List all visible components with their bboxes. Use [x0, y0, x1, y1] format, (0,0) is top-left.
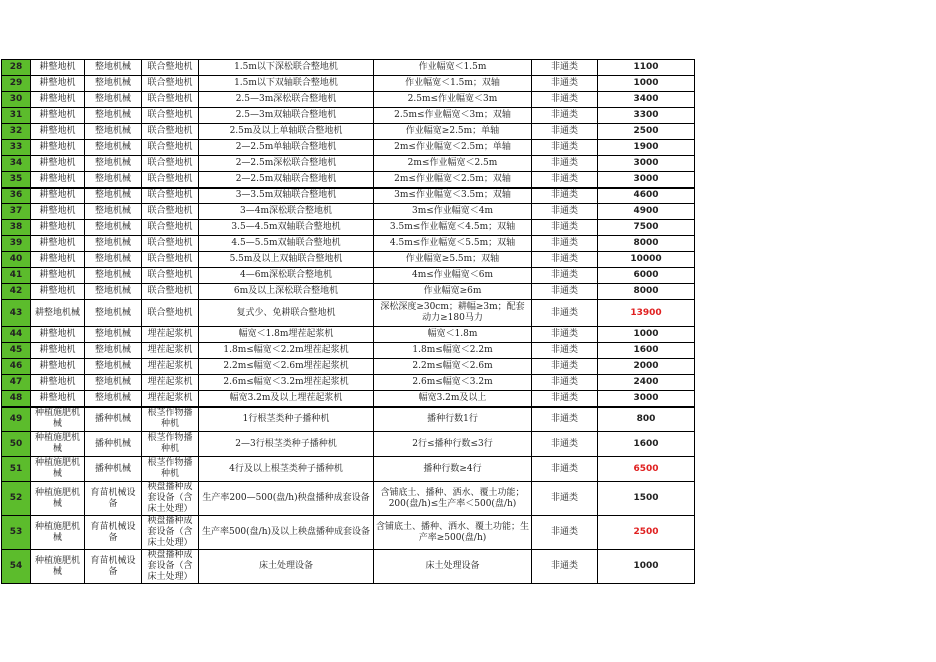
- class-cell[interactable]: 非通类: [532, 284, 598, 300]
- table-row: [2, 188, 695, 204]
- category-cell[interactable]: 种植施肥机械: [31, 516, 85, 550]
- subsidy-amount-cell[interactable]: 4900: [598, 204, 695, 220]
- class-cell[interactable]: 非通类: [532, 482, 598, 516]
- subsidy-amount-cell[interactable]: 1600: [598, 432, 695, 457]
- item-name-cell[interactable]: 4.5—5.5m双轴联合整地机: [199, 236, 374, 252]
- subcategory-cell[interactable]: 整地机械: [85, 343, 142, 359]
- machine-type-cell[interactable]: 联合整地机: [142, 76, 199, 92]
- spec-cell[interactable]: 作业幅宽＜1.5m；双轴: [374, 76, 532, 92]
- table-row: [2, 252, 695, 268]
- row-number-cell[interactable]: 49: [2, 407, 31, 432]
- category-cell[interactable]: 耕整地机: [31, 327, 85, 343]
- subsidy-amount-cell[interactable]: 1000: [598, 327, 695, 343]
- item-name-cell[interactable]: 5.5m及以上双轴联合整地机: [199, 252, 374, 268]
- spec-cell[interactable]: 作业幅宽＜1.5m: [374, 60, 532, 76]
- item-name-cell[interactable]: 幅宽＜1.8m埋茬起浆机: [199, 327, 374, 343]
- row-number-cell[interactable]: 32: [2, 124, 31, 140]
- class-cell[interactable]: 非通类: [532, 76, 598, 92]
- table-row: [2, 550, 695, 584]
- category-cell[interactable]: 种植施肥机械: [31, 457, 85, 482]
- machine-type-cell[interactable]: 埋茬起浆机: [142, 391, 199, 407]
- table-row: [2, 268, 695, 284]
- subcategory-cell[interactable]: 整地机械: [85, 300, 142, 327]
- item-name-cell[interactable]: 2.5—3m深松联合整地机: [199, 92, 374, 108]
- subcategory-cell[interactable]: 播种机械: [85, 432, 142, 457]
- subsidy-amount-cell[interactable]: 1500: [598, 482, 695, 516]
- item-name-cell[interactable]: 3—4m深松联合整地机: [199, 204, 374, 220]
- row-number-cell[interactable]: 44: [2, 327, 31, 343]
- subsidy-amount-cell[interactable]: 1000: [598, 550, 695, 584]
- subcategory-cell[interactable]: 整地机械: [85, 124, 142, 140]
- subsidy-amount-cell[interactable]: 13900: [598, 300, 695, 327]
- item-name-cell[interactable]: 复式少、免耕联合整地机: [199, 300, 374, 327]
- subsidy-amount-cell[interactable]: 6000: [598, 268, 695, 284]
- subcategory-cell[interactable]: 整地机械: [85, 156, 142, 172]
- table-row: [2, 220, 695, 236]
- table-row: [2, 482, 695, 516]
- item-name-cell[interactable]: 1.8m≤幅宽＜2.2m埋茬起浆机: [199, 343, 374, 359]
- class-cell[interactable]: 非通类: [532, 268, 598, 284]
- subcategory-cell[interactable]: 整地机械: [85, 220, 142, 236]
- class-cell[interactable]: 非通类: [532, 140, 598, 156]
- machine-type-cell[interactable]: 埋茬起浆机: [142, 359, 199, 375]
- class-cell[interactable]: 非通类: [532, 60, 598, 76]
- row-number-cell[interactable]: 34: [2, 156, 31, 172]
- category-cell[interactable]: 种植施肥机械: [31, 482, 85, 516]
- class-cell[interactable]: 非通类: [532, 343, 598, 359]
- category-cell[interactable]: 耕整地机: [31, 220, 85, 236]
- machine-type-cell[interactable]: 根茎作物播种机: [142, 407, 199, 432]
- category-cell[interactable]: 耕整地机: [31, 92, 85, 108]
- spec-cell[interactable]: 2.6m≤幅宽＜3.2m: [374, 375, 532, 391]
- subcategory-cell[interactable]: 整地机械: [85, 236, 142, 252]
- table-row: [2, 343, 695, 359]
- subcategory-cell[interactable]: 整地机械: [85, 172, 142, 188]
- subcategory-cell[interactable]: 整地机械: [85, 108, 142, 124]
- table-row: [2, 457, 695, 482]
- subcategory-cell[interactable]: 整地机械: [85, 284, 142, 300]
- spec-cell[interactable]: 作业幅宽≥6m: [374, 284, 532, 300]
- spec-cell[interactable]: 作业幅宽≥2.5m；单轴: [374, 124, 532, 140]
- class-cell[interactable]: 非通类: [532, 407, 598, 432]
- item-name-cell[interactable]: 2.6m≤幅宽＜3.2m埋茬起浆机: [199, 375, 374, 391]
- item-name-cell[interactable]: 2.5—3m双轴联合整地机: [199, 108, 374, 124]
- class-cell[interactable]: 非通类: [532, 92, 598, 108]
- subsidy-amount-cell[interactable]: 3400: [598, 92, 695, 108]
- row-number-cell[interactable]: 46: [2, 359, 31, 375]
- category-cell[interactable]: 耕整地机: [31, 108, 85, 124]
- subsidy-amount-cell[interactable]: 3000: [598, 172, 695, 188]
- row-number-cell[interactable]: 42: [2, 284, 31, 300]
- row-number-cell[interactable]: 41: [2, 268, 31, 284]
- spec-cell[interactable]: 床土处理设备: [374, 550, 532, 584]
- item-name-cell[interactable]: 2—3行根茎类种子播种机: [199, 432, 374, 457]
- subcategory-cell[interactable]: 整地机械: [85, 391, 142, 407]
- row-number-cell[interactable]: 48: [2, 391, 31, 407]
- category-cell[interactable]: 耕整地机: [31, 236, 85, 252]
- table-row: [2, 108, 695, 124]
- row-number-cell[interactable]: 36: [2, 188, 31, 204]
- subcategory-cell[interactable]: 整地机械: [85, 188, 142, 204]
- class-cell[interactable]: 非通类: [532, 391, 598, 407]
- class-cell[interactable]: 非通类: [532, 188, 598, 204]
- category-cell[interactable]: 种植施肥机械: [31, 550, 85, 584]
- spec-cell[interactable]: 3.5m≤作业幅宽＜4.5m；双轴: [374, 220, 532, 236]
- spec-cell[interactable]: 幅宽＜1.8m: [374, 327, 532, 343]
- row-number-cell[interactable]: 37: [2, 204, 31, 220]
- table-row: [2, 124, 695, 140]
- table-row: [2, 236, 695, 252]
- class-cell[interactable]: 非通类: [532, 124, 598, 140]
- category-cell[interactable]: 耕整地机: [31, 343, 85, 359]
- table-row: [2, 204, 695, 220]
- subcategory-cell[interactable]: 整地机械: [85, 359, 142, 375]
- subsidy-amount-cell[interactable]: 1900: [598, 140, 695, 156]
- machine-type-cell[interactable]: 秧盘播种成套设备（含床土处理）: [142, 550, 199, 584]
- class-cell[interactable]: 非通类: [532, 156, 598, 172]
- machine-type-cell[interactable]: 联合整地机: [142, 124, 199, 140]
- subsidy-amount-cell[interactable]: 1100: [598, 60, 695, 76]
- machine-type-cell[interactable]: 联合整地机: [142, 92, 199, 108]
- class-cell[interactable]: 非通类: [532, 220, 598, 236]
- spec-cell[interactable]: 播种行数≥4行: [374, 457, 532, 482]
- class-cell[interactable]: 非通类: [532, 327, 598, 343]
- subcategory-cell[interactable]: 育苗机械设备: [85, 516, 142, 550]
- item-name-cell[interactable]: 2.2m≤幅宽＜2.6m埋茬起浆机: [199, 359, 374, 375]
- price-table: [1, 59, 695, 584]
- item-name-cell[interactable]: 6m及以上深松联合整地机: [199, 284, 374, 300]
- class-cell[interactable]: 非通类: [532, 236, 598, 252]
- machine-type-cell[interactable]: 埋茬起浆机: [142, 375, 199, 391]
- row-number-cell[interactable]: 47: [2, 375, 31, 391]
- subsidy-amount-cell[interactable]: 2400: [598, 375, 695, 391]
- machine-type-cell[interactable]: 联合整地机: [142, 172, 199, 188]
- machine-type-cell[interactable]: 联合整地机: [142, 300, 199, 327]
- table-row: [2, 516, 695, 550]
- item-name-cell[interactable]: 2—2.5m单轴联合整地机: [199, 140, 374, 156]
- spec-cell[interactable]: 含铺底土、播种、洒水、覆土功能；200(盘/h)≤生产率＜500(盘/h): [374, 482, 532, 516]
- category-cell[interactable]: 耕整地机: [31, 391, 85, 407]
- machine-type-cell[interactable]: 埋茬起浆机: [142, 327, 199, 343]
- class-cell[interactable]: 非通类: [532, 432, 598, 457]
- machine-type-cell[interactable]: 联合整地机: [142, 268, 199, 284]
- subsidy-amount-cell[interactable]: 6500: [598, 457, 695, 482]
- spec-cell[interactable]: 深松深度≥30cm；耕幅≥3m；配套动力≥180马力: [374, 300, 532, 327]
- category-cell[interactable]: 耕整地机: [31, 268, 85, 284]
- table-row: [2, 60, 695, 76]
- spec-cell[interactable]: 2m≤作业幅宽＜2.5m: [374, 156, 532, 172]
- row-number-cell[interactable]: 28: [2, 60, 31, 76]
- category-cell[interactable]: 耕整地机: [31, 124, 85, 140]
- class-cell[interactable]: 非通类: [532, 204, 598, 220]
- machine-type-cell[interactable]: 秧盘播种成套设备（含床土处理）: [142, 516, 199, 550]
- spec-cell[interactable]: 含铺底土、播种、洒水、覆土功能；生产率≥500(盘/h): [374, 516, 532, 550]
- subsidy-amount-cell[interactable]: 3300: [598, 108, 695, 124]
- machine-type-cell[interactable]: 联合整地机: [142, 220, 199, 236]
- category-cell[interactable]: 耕整地机: [31, 204, 85, 220]
- subsidy-amount-cell[interactable]: 8000: [598, 236, 695, 252]
- subcategory-cell[interactable]: 播种机械: [85, 407, 142, 432]
- category-cell[interactable]: 种植施肥机械: [31, 432, 85, 457]
- category-cell[interactable]: 耕整地机: [31, 375, 85, 391]
- item-name-cell[interactable]: 4行及以上根茎类种子播种机: [199, 457, 374, 482]
- spec-cell[interactable]: 2m≤作业幅宽＜2.5m；双轴: [374, 172, 532, 188]
- category-cell[interactable]: 种植施肥机械: [31, 407, 85, 432]
- category-cell[interactable]: 耕整地机: [31, 188, 85, 204]
- row-number-cell[interactable]: 45: [2, 343, 31, 359]
- subcategory-cell[interactable]: 育苗机械设备: [85, 482, 142, 516]
- subcategory-cell[interactable]: 育苗机械设备: [85, 550, 142, 584]
- machine-type-cell[interactable]: 联合整地机: [142, 204, 199, 220]
- spec-cell[interactable]: 播种行数1行: [374, 407, 532, 432]
- machine-type-cell[interactable]: 联合整地机: [142, 236, 199, 252]
- row-number-cell[interactable]: 52: [2, 482, 31, 516]
- category-cell[interactable]: 耕整地机: [31, 60, 85, 76]
- subcategory-cell[interactable]: 整地机械: [85, 92, 142, 108]
- item-name-cell[interactable]: 4—6m深松联合整地机: [199, 268, 374, 284]
- table-row: [2, 76, 695, 92]
- table-row: [2, 92, 695, 108]
- table-row: [2, 156, 695, 172]
- table-row: [2, 327, 695, 343]
- table-row: [2, 172, 695, 188]
- row-number-cell[interactable]: 30: [2, 92, 31, 108]
- subsidy-amount-cell[interactable]: 8000: [598, 284, 695, 300]
- subsidy-amount-cell[interactable]: 10000: [598, 252, 695, 268]
- machine-type-cell[interactable]: 联合整地机: [142, 108, 199, 124]
- table-row: [2, 432, 695, 457]
- subsidy-amount-cell[interactable]: 800: [598, 407, 695, 432]
- category-cell[interactable]: 耕整地机: [31, 156, 85, 172]
- table-body: [2, 60, 695, 584]
- row-number-cell[interactable]: 38: [2, 220, 31, 236]
- spec-cell[interactable]: 2m≤作业幅宽＜2.5m；单轴: [374, 140, 532, 156]
- subcategory-cell[interactable]: 整地机械: [85, 60, 142, 76]
- table-row: [2, 284, 695, 300]
- spec-cell[interactable]: 2行≤播种行数≤3行: [374, 432, 532, 457]
- item-name-cell[interactable]: 1.5m以下双轴联合整地机: [199, 76, 374, 92]
- machine-type-cell[interactable]: 联合整地机: [142, 156, 199, 172]
- machine-type-cell[interactable]: 秧盘播种成套设备（含床土处理）: [142, 482, 199, 516]
- item-name-cell[interactable]: 2—2.5m双轴联合整地机: [199, 172, 374, 188]
- row-number-cell[interactable]: 54: [2, 550, 31, 584]
- subsidy-amount-cell[interactable]: 2000: [598, 359, 695, 375]
- class-cell[interactable]: 非通类: [532, 172, 598, 188]
- spec-cell[interactable]: 2.5m≤作业幅宽＜3m: [374, 92, 532, 108]
- subcategory-cell[interactable]: 整地机械: [85, 204, 142, 220]
- table-row: [2, 140, 695, 156]
- category-cell[interactable]: 耕整地机: [31, 172, 85, 188]
- spec-cell[interactable]: 4m≤作业幅宽＜6m: [374, 268, 532, 284]
- machine-type-cell[interactable]: 根茎作物播种机: [142, 432, 199, 457]
- machine-type-cell[interactable]: 联合整地机: [142, 188, 199, 204]
- subsidy-amount-cell[interactable]: 2500: [598, 516, 695, 550]
- row-number-cell[interactable]: 50: [2, 432, 31, 457]
- machine-type-cell[interactable]: 联合整地机: [142, 252, 199, 268]
- table-row: [2, 407, 695, 432]
- item-name-cell[interactable]: 生产率200—500(盘/h)秧盘播种成套设备: [199, 482, 374, 516]
- subsidy-amount-cell[interactable]: 3000: [598, 156, 695, 172]
- class-cell[interactable]: 非通类: [532, 516, 598, 550]
- item-name-cell[interactable]: 1行根茎类种子播种机: [199, 407, 374, 432]
- class-cell[interactable]: 非通类: [532, 375, 598, 391]
- spec-cell[interactable]: 3m≤作业幅宽＜3.5m；双轴: [374, 188, 532, 204]
- category-cell[interactable]: 耕整地机: [31, 359, 85, 375]
- spec-cell[interactable]: 2.2m≤幅宽＜2.6m: [374, 359, 532, 375]
- spec-cell[interactable]: 4.5m≤作业幅宽＜5.5m；双轴: [374, 236, 532, 252]
- machine-type-cell[interactable]: 联合整地机: [142, 60, 199, 76]
- class-cell[interactable]: 非通类: [532, 108, 598, 124]
- subsidy-amount-cell[interactable]: 1000: [598, 76, 695, 92]
- subcategory-cell[interactable]: 整地机械: [85, 252, 142, 268]
- subsidy-amount-cell[interactable]: 3000: [598, 391, 695, 407]
- item-name-cell[interactable]: 生产率500(盘/h)及以上秧盘播种成套设备: [199, 516, 374, 550]
- subsidy-amount-cell[interactable]: 7500: [598, 220, 695, 236]
- machine-type-cell[interactable]: 根茎作物播种机: [142, 457, 199, 482]
- spec-cell[interactable]: 3m≤作业幅宽＜4m: [374, 204, 532, 220]
- row-number-cell[interactable]: 39: [2, 236, 31, 252]
- spec-cell[interactable]: 作业幅宽≥5.5m；双轴: [374, 252, 532, 268]
- item-name-cell[interactable]: 床土处理设备: [199, 550, 374, 584]
- subcategory-cell[interactable]: 整地机械: [85, 140, 142, 156]
- row-number-cell[interactable]: 53: [2, 516, 31, 550]
- subcategory-cell[interactable]: 整地机械: [85, 327, 142, 343]
- row-number-cell[interactable]: 40: [2, 252, 31, 268]
- table-row: [2, 300, 695, 327]
- table-row: [2, 391, 695, 407]
- spec-cell[interactable]: 1.8m≤幅宽＜2.2m: [374, 343, 532, 359]
- item-name-cell[interactable]: 1.5m以下深松联合整地机: [199, 60, 374, 76]
- category-cell[interactable]: 耕整地机: [31, 284, 85, 300]
- spec-cell[interactable]: 幅宽3.2m及以上: [374, 391, 532, 407]
- item-name-cell[interactable]: 3.5—4.5m双轴联合整地机: [199, 220, 374, 236]
- row-number-cell[interactable]: 31: [2, 108, 31, 124]
- row-number-cell[interactable]: 33: [2, 140, 31, 156]
- subsidy-amount-cell[interactable]: 1600: [598, 343, 695, 359]
- subcategory-cell[interactable]: 整地机械: [85, 375, 142, 391]
- machine-type-cell[interactable]: 联合整地机: [142, 140, 199, 156]
- item-name-cell[interactable]: 幅宽3.2m及以上埋茬起浆机: [199, 391, 374, 407]
- item-name-cell[interactable]: 2.5m及以上单轴联合整地机: [199, 124, 374, 140]
- subsidy-amount-cell[interactable]: 4600: [598, 188, 695, 204]
- item-name-cell[interactable]: 3—3.5m双轴联合整地机: [199, 188, 374, 204]
- subsidy-amount-cell[interactable]: 2500: [598, 124, 695, 140]
- machine-type-cell[interactable]: 埋茬起浆机: [142, 343, 199, 359]
- category-cell[interactable]: 耕整地机械: [31, 300, 85, 327]
- category-cell[interactable]: 耕整地机: [31, 140, 85, 156]
- row-number-cell[interactable]: 35: [2, 172, 31, 188]
- subcategory-cell[interactable]: 整地机械: [85, 268, 142, 284]
- subcategory-cell[interactable]: 播种机械: [85, 457, 142, 482]
- category-cell[interactable]: 耕整地机: [31, 76, 85, 92]
- class-cell[interactable]: 非通类: [532, 457, 598, 482]
- row-number-cell[interactable]: 29: [2, 76, 31, 92]
- row-number-cell[interactable]: 51: [2, 457, 31, 482]
- row-number-cell[interactable]: 43: [2, 300, 31, 327]
- item-name-cell[interactable]: 2—2.5m深松联合整地机: [199, 156, 374, 172]
- class-cell[interactable]: 非通类: [532, 550, 598, 584]
- spec-cell[interactable]: 2.5m≤作业幅宽＜3m；双轴: [374, 108, 532, 124]
- class-cell[interactable]: 非通类: [532, 300, 598, 327]
- category-cell[interactable]: 耕整地机: [31, 252, 85, 268]
- table-row: [2, 375, 695, 391]
- class-cell[interactable]: 非通类: [532, 359, 598, 375]
- class-cell[interactable]: 非通类: [532, 252, 598, 268]
- machine-type-cell[interactable]: 联合整地机: [142, 284, 199, 300]
- subcategory-cell[interactable]: 整地机械: [85, 76, 142, 92]
- table-row: [2, 359, 695, 375]
